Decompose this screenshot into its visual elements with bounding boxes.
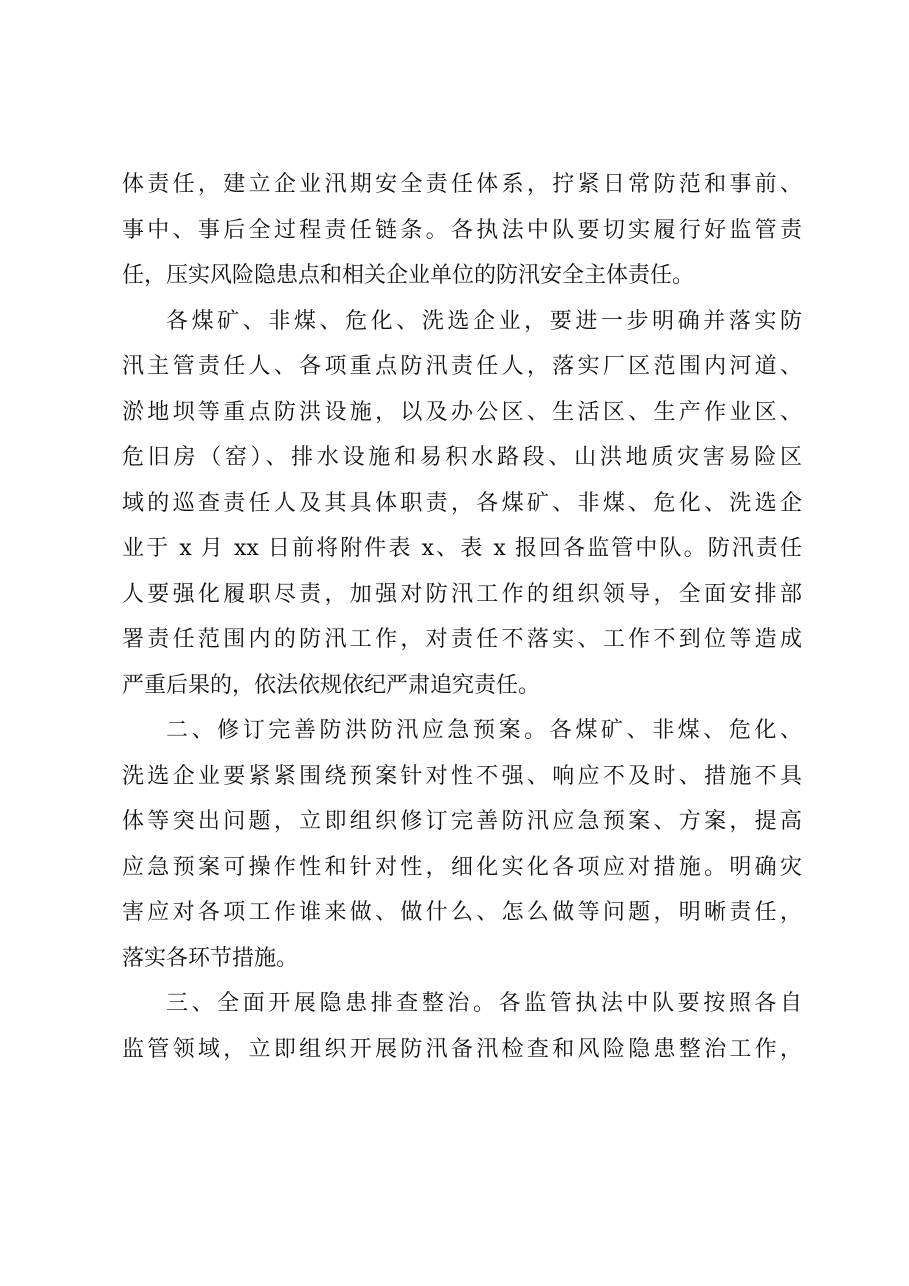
text-line: 落实各环节措施。 <box>122 945 299 971</box>
text-line: 域的巡查责任人及其具体职责，各煤矿、非煤、危化、洗选企 <box>122 490 802 516</box>
paragraph-1 <box>122 162 802 299</box>
paragraph-4 <box>122 981 802 1072</box>
text-line: 任，压实风险隐患点和相关企业单位的防汛安全主体责任。 <box>122 263 695 288</box>
text-line: 事中、事后全过程责任链条。各执法中队要切实履行好监管责 <box>122 217 802 243</box>
text-line: 淤地坝等重点防洪设施，以及办公区、生活区、生产作业区、 <box>122 399 802 425</box>
paragraph-2 <box>122 299 802 709</box>
text-line: 业于 x 月 xx 日前将附件表 x、表 x 报回各监管中队。防汛责任 <box>122 536 802 561</box>
text-line: 危旧房（窑）、排水设施和易积水路段、山洪地质灾害易险区 <box>122 445 802 470</box>
text-line: 汛主管责任人、各项重点防汛责任人，落实厂区范围内河道、 <box>122 354 802 379</box>
paragraph-3 <box>122 708 802 981</box>
text-line: 体等突出问题，立即组织修订完善防汛应急预案、方案，提高 <box>122 809 802 834</box>
text-line: 二、修订完善防洪防汛应急预案。各煤矿、非煤、危化、 <box>166 718 802 743</box>
text-line: 各煤矿、非煤、危化、洗选企业，要进一步明确并落实防 <box>166 308 802 334</box>
text-line: 监管领域，立即组织开展防汛备汛检查和风险隐患整治工作， <box>122 1036 802 1062</box>
text-line: 三、全面开展隐患排查整治。各监管执法中队要按照各自 <box>166 991 802 1016</box>
text-line: 体责任，建立企业汛期安全责任体系，拧紧日常防范和事前、 <box>122 172 802 197</box>
text-line: 应急预案可操作性和针对性，细化实化各项应对措施。明确灾 <box>122 854 802 880</box>
text-line: 署责任范围内的防汛工作，对责任不落实、工作不到位等造成 <box>122 627 802 652</box>
text-line: 人要强化履职尽责，加强对防汛工作的组织领导，全面安排部 <box>122 581 802 607</box>
text-line: 害应对各项工作谁来做、做什么、怎么做等问题，明晰责任， <box>122 900 802 925</box>
text-line: 严重后果的，依法依规依纪严肃追究责任。 <box>122 672 541 698</box>
text-line: 洗选企业要紧紧围绕预案针对性不强、响应不及时、措施不具 <box>122 763 802 789</box>
document-body <box>122 162 802 1072</box>
